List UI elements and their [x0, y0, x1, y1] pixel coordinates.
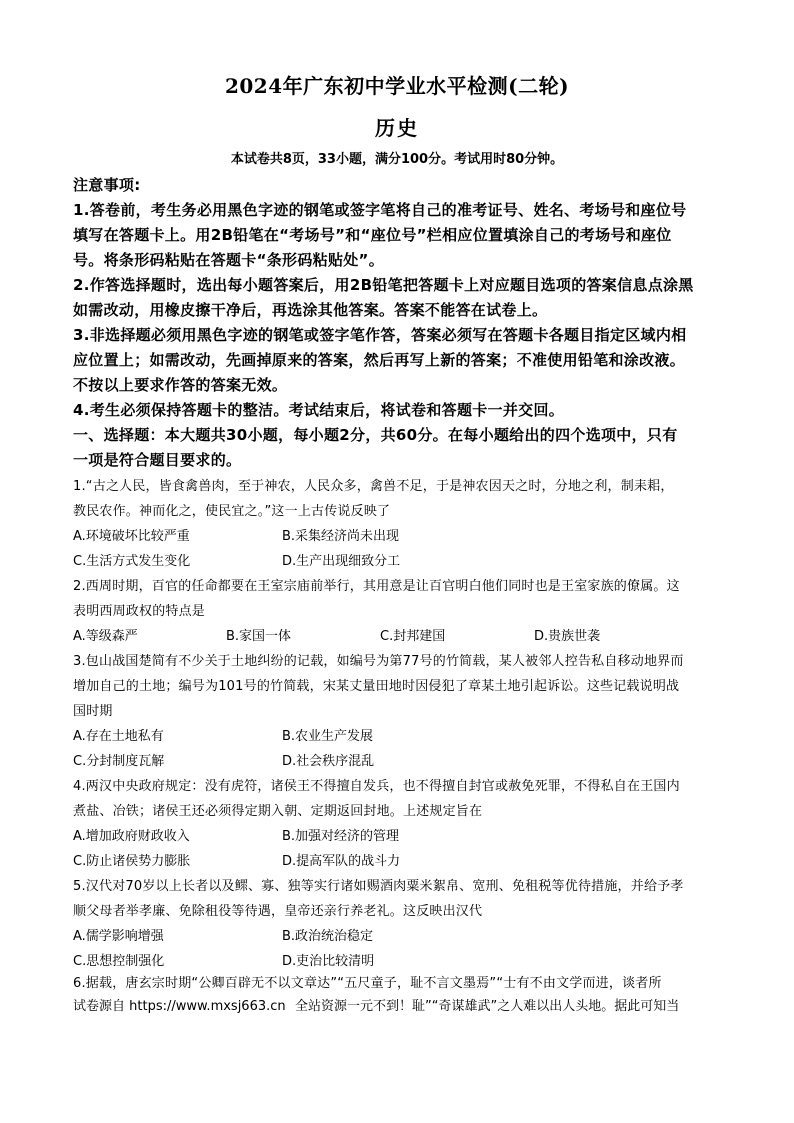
q4-option-c: C.防止诸侯势力膨胀 — [73, 854, 191, 869]
q2-option-d: D.贵族世袭 — [534, 629, 601, 644]
question-3-stem: 3.包山战国楚简有不少关于土地纠纷的记载，如编号为第77号的竹简载，某人被邻人控告私自移动地界而 — [73, 654, 684, 669]
q1-option-b: B.采集经济尚未出现 — [282, 529, 400, 544]
q3-option-c: C.分封制度瓦解 — [73, 754, 165, 769]
q5-option-c: C.思想控制强化 — [73, 954, 165, 969]
section-heading: 一项是符合题目要求的。 — [73, 451, 242, 469]
q2-option-c: C.封邦建国 — [380, 629, 446, 644]
question-3-stem: 增加自己的土地；编号为101号的竹简载，宋某丈量田地时因侵犯了章某土地引起诉讼。这些记载说明战 — [73, 679, 680, 694]
q3-option-d: D.社会秩序混乱 — [282, 754, 375, 769]
exam-info: 本试卷共8页，33小题，满分100分。考试用时80分钟。 — [230, 152, 564, 167]
notice-line: 3.非选择题必须用黑色字迹的钢笔或签字笔作答，答案必须写在答题卡各题目指定区域内相 — [73, 326, 687, 344]
question-3-stem: 国时期 — [73, 704, 113, 719]
question-5-stem: 5.汉代对70岁以上长者以及鳏、寡、独等实行诸如赐酒肉粟米絮帛、宽刑、免租税等优待措施，并给予孝 — [73, 879, 684, 894]
question-6-stem: 6.据载，唐玄宗时期“公卿百辟无不以文章达”“五尺童子，耻不言文墨焉”“士有不由文学而进，谈者所 — [73, 976, 662, 991]
question-1-stem: 教民农作。神而化之，使民宜之。”这一上古传说反映了 — [73, 504, 391, 519]
q1-option-c: C.生活方式发生变化 — [73, 554, 191, 569]
section-heading: 一、选择题：本大题共30小题，每小题2分，共60分。在每小题给出的四个选项中，只有 — [73, 426, 678, 444]
notice-line: 不按以上要求作答的答案无效。 — [73, 376, 288, 394]
question-5-stem: 顺父母者举孝廉、免除租役等待遇，皇帝还亲行养老礼。这反映出汉代 — [73, 904, 483, 919]
notice-line: 应位置上；如需改动，先画掉原来的答案，然后再写上新的答案；不准使用铅笔和涂改液。 — [73, 351, 686, 369]
q1-option-a: A.环境破坏比较严重 — [73, 529, 190, 544]
notice-heading: 注意事项: — [73, 176, 141, 194]
q4-option-d: D.提高军队的战斗力 — [282, 854, 401, 869]
q4-option-b: B.加强对经济的管理 — [282, 829, 400, 844]
question-2-stem: 2.西周时期，百官的任命都要在王室宗庙前举行，其用意是让百官明白他们同时也是王室家族的僚属。这 — [73, 579, 680, 594]
q5-option-a: A.儒学影响增强 — [73, 929, 164, 944]
q2-option-a: A.等级森严 — [73, 629, 138, 644]
question-6-continuation: 全站资源一元不到！耻”“奇谋雄武”之人难以出人头地。据此可知当 — [295, 999, 680, 1014]
notice-line: 号。将条形码粘贴在答题卡“条形码粘贴处”。 — [73, 251, 385, 269]
exam-title: 2024年广东初中学业水平检测(二轮) — [224, 74, 570, 98]
subject-title: 历史 — [375, 116, 419, 140]
question-4-stem: 煮盐、冶铁；诸侯王还必须得定期入朝、定期返回封地。上述规定旨在 — [73, 804, 483, 819]
q4-option-a: A.增加政府财政收入 — [73, 829, 190, 844]
q5-option-b: B.政治统治稳定 — [282, 929, 374, 944]
question-1-stem: 1.“古之人民，皆食禽兽肉，至于神农，人民众多，禽兽不足，于是神农因天之时，分地之利，制耒耜， — [73, 479, 674, 494]
source-watermark-link[interactable]: 试卷源自 https://www.mxsj663.cn — [73, 999, 286, 1014]
q3-option-a: A.存在土地私有 — [73, 729, 164, 744]
q1-option-d: D.生产出现细致分工 — [282, 554, 401, 569]
question-2-stem: 表明西周政权的特点是 — [73, 604, 206, 619]
q3-option-b: B.农业生产发展 — [282, 729, 374, 744]
notice-line: 1.答卷前，考生务必用黑色字迹的钢笔或签字笔将自己的准考证号、姓名、考场号和座位号 — [73, 201, 687, 219]
q5-option-d: D.吏治比较清明 — [282, 954, 375, 969]
q2-option-b: B.家国一体 — [226, 629, 292, 644]
notice-line: 4.考生必须保持答题卡的整洁。考试结束后，将试卷和答题卡一并交回。 — [73, 401, 565, 419]
notice-line: 填写在答题卡上。用2B铅笔在“考场号”和“座位号”栏相应位置填涂自己的考场号和座位 — [73, 226, 672, 244]
notice-line: 2.作答选择题时，选出每小题答案后，用2B铅笔把答题卡上对应题目选项的答案信息点涂黑 — [73, 276, 694, 294]
notice-line: 如需改动，用橡皮擦干净后，再选涂其他答案。答案不能答在试卷上。 — [73, 301, 548, 319]
question-4-stem: 4.两汉中央政府规定：没有虎符，诸侯王不得擅自发兵，也不得擅自封官或赦免死罪，不得私自在王国内 — [73, 779, 680, 794]
